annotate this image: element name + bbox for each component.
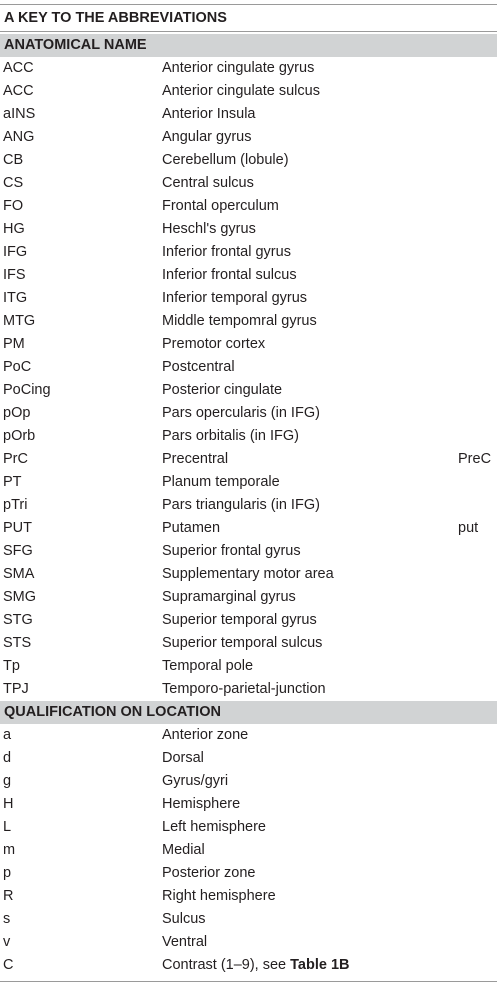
row-name: Superior frontal gyrus (162, 543, 301, 559)
row-name: Right hemisphere (162, 888, 276, 904)
row-name: Left hemisphere (162, 819, 266, 835)
row-abbreviation: ITG (3, 290, 28, 306)
table-row (0, 885, 497, 908)
row-abbreviation: SFG (3, 543, 33, 559)
row-abbreviation: pOp (3, 405, 31, 421)
table-row (0, 149, 497, 172)
table-row (0, 908, 497, 931)
row-abbreviation: s (3, 911, 11, 927)
table-row (0, 747, 497, 770)
table-row (0, 471, 497, 494)
table-row (0, 356, 497, 379)
row-name: Cerebellum (lobule) (162, 152, 289, 168)
row-name: Superior temporal sulcus (162, 635, 323, 651)
row-name: Precentral (162, 451, 229, 467)
table-row (0, 448, 497, 471)
row-name: Heschl's gyrus (162, 221, 256, 237)
table-row (0, 80, 497, 103)
row-abbreviation: MTG (3, 313, 36, 329)
table-row (0, 172, 497, 195)
section-heading-anatomical: ANATOMICAL NAME (0, 34, 497, 57)
row-abbreviation: IFS (3, 267, 26, 283)
row-name: Putamen (162, 520, 221, 536)
row-name: Anterior zone (162, 727, 249, 743)
row-abbreviation: PrC (3, 451, 28, 467)
row-name: Hemisphere (162, 796, 241, 812)
row-abbreviation: TPJ (3, 681, 29, 697)
row-abbreviation: ANG (3, 129, 35, 145)
row-name: Sulcus (162, 911, 206, 927)
row-abbreviation: PoC (3, 359, 32, 375)
row-name: Supramarginal gyrus (162, 589, 296, 605)
table-row (0, 264, 497, 287)
row-abbreviation: STS (3, 635, 32, 651)
row-abbreviation: CS (3, 175, 24, 191)
table-row (0, 402, 497, 425)
table-row (0, 586, 497, 609)
table-row (0, 770, 497, 793)
row-name: Gyrus/gyri (162, 773, 229, 789)
row-name: Pars opercularis (in IFG) (162, 405, 320, 421)
row-abbreviation: SMG (3, 589, 37, 605)
bottom-rule (0, 981, 497, 982)
row-name: Anterior cingulate gyrus (162, 60, 315, 76)
table-row (0, 563, 497, 586)
row-name: Angular gyrus (162, 129, 252, 145)
row-abbreviation: p (3, 865, 12, 881)
row-abbreviation: IFG (3, 244, 28, 260)
row-name: Posterior cingulate (162, 382, 283, 398)
row-abbreviation: ACC (3, 60, 34, 76)
row-alternate-abbreviation: PreC (458, 451, 492, 467)
table-row (0, 195, 497, 218)
row-abbreviation: FO (3, 198, 24, 214)
table-row (0, 517, 497, 540)
row-abbreviation: PT (3, 474, 22, 490)
table-row (0, 816, 497, 839)
row-name: Inferior frontal gyrus (162, 244, 291, 260)
row-abbreviation: g (3, 773, 12, 789)
row-name: Anterior Insula (162, 106, 256, 122)
row-name: Supplementary motor area (162, 566, 334, 582)
row-abbreviation: CB (3, 152, 24, 168)
row-abbreviation: L (3, 819, 12, 835)
row-name: Superior temporal gyrus (162, 612, 317, 628)
row-abbreviation: a (3, 727, 12, 743)
row-abbreviation: pOrb (3, 428, 36, 444)
row-name: Medial (162, 842, 205, 858)
table-row (0, 540, 497, 563)
table-row (0, 862, 497, 885)
row-abbreviation: ACC (3, 83, 34, 99)
row-name: Inferior frontal sulcus (162, 267, 297, 283)
table-row (0, 218, 497, 241)
row-abbreviation: Tp (3, 658, 20, 674)
table-row (0, 287, 497, 310)
row-name: Posterior zone (162, 865, 256, 881)
table-row (0, 839, 497, 862)
table-row (0, 931, 497, 954)
table-row (0, 425, 497, 448)
row-abbreviation: R (3, 888, 14, 904)
row-abbreviation: HG (3, 221, 25, 237)
row-name: Planum temporale (162, 474, 280, 490)
row-name: Middle tempomral gyrus (162, 313, 317, 329)
anatomical-rows (0, 57, 497, 701)
row-abbreviation: PoCing (3, 382, 51, 398)
table-title: A KEY TO THE ABBREVIATIONS (0, 5, 497, 32)
qualification-rows (0, 724, 497, 954)
table-row (0, 954, 497, 977)
row-name: Anterior cingulate sulcus (162, 83, 320, 99)
row-abbreviation: m (3, 842, 16, 858)
row-name: Premotor cortex (162, 336, 266, 352)
row-name: Temporo-parietal-junction (162, 681, 326, 697)
row-name: Temporal pole (162, 658, 254, 674)
row-abbreviation: STG (3, 612, 33, 628)
row-abbreviation: C (3, 957, 14, 973)
table-row (0, 724, 497, 747)
row-abbreviation: d (3, 750, 12, 766)
table-row (0, 678, 497, 701)
table-row (0, 333, 497, 356)
table-row (0, 494, 497, 517)
table-row (0, 241, 497, 264)
row-name (162, 954, 350, 977)
row-abbreviation: pTri (3, 497, 28, 513)
row-name: Postcentral (162, 359, 235, 375)
row-abbreviation: H (3, 796, 14, 812)
table-row (0, 126, 497, 149)
section-heading-qualification: QUALIFICATION ON LOCATION (0, 701, 497, 724)
row-name: Pars orbitalis (in IFG) (162, 428, 299, 444)
table-row (0, 793, 497, 816)
row-name: Dorsal (162, 750, 204, 766)
table-row (0, 310, 497, 333)
table-row (0, 632, 497, 655)
table-row (0, 103, 497, 126)
row-abbreviation: SMA (3, 566, 35, 582)
row-abbreviation: PUT (3, 520, 32, 536)
table-row (0, 57, 497, 80)
row-alternate-abbreviation: put (458, 520, 479, 536)
row-name: Ventral (162, 934, 208, 950)
row-abbreviation: v (3, 934, 11, 950)
table-reference-link: Table 1B (290, 957, 350, 973)
row-name-text: Contrast (1–9), see (162, 957, 291, 973)
row-abbreviation: PM (3, 336, 25, 352)
row-abbreviation: aINS (3, 106, 36, 122)
table-row (0, 655, 497, 678)
table-row (0, 609, 497, 632)
row-name: Inferior temporal gyrus (162, 290, 308, 306)
row-name: Pars triangularis (in IFG) (162, 497, 320, 513)
row-name: Frontal operculum (162, 198, 279, 214)
table-row (0, 379, 497, 402)
row-name: Central sulcus (162, 175, 254, 191)
